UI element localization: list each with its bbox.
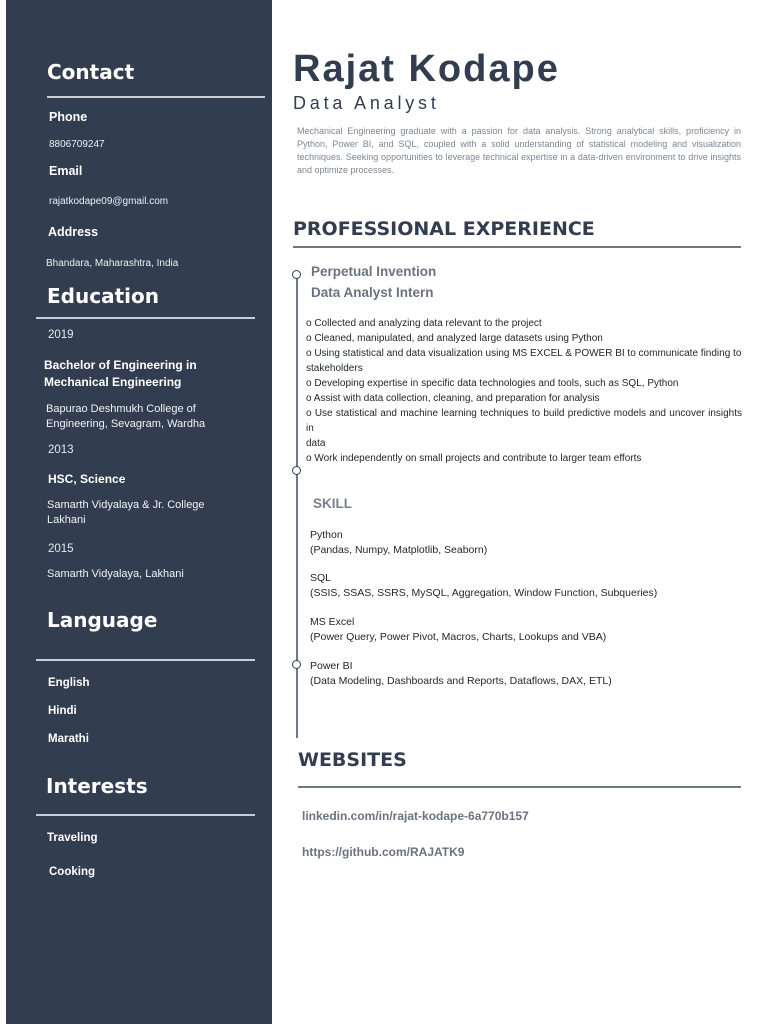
education-heading: Education <box>47 284 159 308</box>
education-year: 2019 <box>48 329 74 341</box>
linkedin-link[interactable]: linkedin.com/in/rajat-kodape-6a770b157 <box>302 809 529 823</box>
skill-heading: SKILL <box>313 496 352 511</box>
candidate-name: Rajat Kodape <box>293 48 560 90</box>
skill-detail: (Power Query, Power Pivot, Macros, Charts, Lookups and VBA) <box>310 631 607 643</box>
contact-heading: Contact <box>47 60 135 84</box>
education-degree-line: Bachelor of Engineering in <box>44 358 197 372</box>
skill-detail: (Data Modeling, Dashboards and Reports, Dataflows, DAX, ETL) <box>310 675 612 687</box>
candidate-role: Data Analyst <box>293 93 440 113</box>
experience-bullet: o Using statistical and data visualization using MS EXCEL & POWER BI to communicate finding to <box>306 348 742 359</box>
email-value[interactable]: rajatkodape09@gmail.com <box>49 196 169 207</box>
language-divider <box>36 659 255 661</box>
experience-bullet: data <box>306 438 326 449</box>
main-content <box>272 0 768 1024</box>
education-school-line: Samarth Vidyalaya & Jr. College <box>47 499 205 511</box>
skill-name: Python <box>310 529 343 541</box>
experience-bullet: o Cleaned, manipulated, and analyzed large datasets using Python <box>306 333 603 344</box>
interests-heading: Interests <box>46 774 148 798</box>
education-divider <box>36 317 255 319</box>
interest-item: Traveling <box>47 832 98 844</box>
language-heading: Language <box>47 608 158 632</box>
experience-heading: PROFESSIONAL EXPERIENCE <box>293 218 595 240</box>
timeline-dot <box>292 270 301 279</box>
language-item: Marathi <box>48 733 89 745</box>
github-link[interactable]: https://github.com/RAJATK9 <box>302 845 465 859</box>
timeline-dot <box>292 660 301 669</box>
language-item: English <box>48 677 90 689</box>
education-year: 2013 <box>48 444 74 456</box>
email-label: Email <box>49 164 83 178</box>
skill-name: MS Excel <box>310 616 355 628</box>
education-school: Samarth Vidyalaya, Lakhani <box>47 568 184 580</box>
profile-summary: Mechanical Engineering graduate with a passion for data analysis. Strong analytical skills, proficiency in Python, Power BI, and SQL, coupled with a solid understanding of statistical modeling and visualization techniques. Seeking opportunities to leverage technical expertise in a data-driven environment to drive insights and optimize processes. <box>297 126 741 175</box>
experience-bullets <box>306 316 742 466</box>
experience-divider <box>293 246 741 248</box>
interests-divider <box>36 814 255 816</box>
address-label: Address <box>48 225 99 239</box>
experience-bullet: o Assist with data collection, cleaning, and preparation for analysis <box>306 393 600 404</box>
education-school-line: Lakhani <box>47 514 86 526</box>
education-year: 2015 <box>48 543 74 555</box>
education-degree-line: Mechanical Engineering <box>44 375 182 389</box>
skill-detail: (SSIS, SSAS, SSRS, MySQL, Aggregation, Window Function, Subqueries) <box>310 587 658 599</box>
experience-company: Perpetual Invention <box>311 264 437 279</box>
phone-value: 8806709247 <box>49 139 105 150</box>
address-value: Bhandara, Maharashtra, India <box>46 258 179 269</box>
education-school-line: Bapurao Deshmukh College of <box>46 403 196 415</box>
education-degree: HSC, Science <box>48 472 126 486</box>
experience-title: Data Analyst Intern <box>311 285 434 300</box>
skill-name: Power BI <box>310 660 353 672</box>
phone-label: Phone <box>49 110 88 124</box>
skill-detail: (Pandas, Numpy, Matplotlib, Seaborn) <box>310 544 488 556</box>
contact-divider <box>47 96 265 98</box>
experience-bullet: o Collected and analyzing data relevant to the project <box>306 318 542 329</box>
websites-heading: WEBSITES <box>298 749 407 771</box>
websites-divider <box>298 786 741 788</box>
experience-bullet: o Developing expertise in specific data technologies and tools, such as SQL, Python <box>306 378 679 389</box>
language-item: Hindi <box>48 705 77 717</box>
education-school-line: Engineering, Sevagram, Wardha <box>46 418 206 430</box>
experience-bullet: o Use statistical and machine learning techniques to build predictive models and uncover insights in <box>306 408 742 434</box>
timeline-dot <box>292 466 301 475</box>
experience-bullet: o Work independently on small projects and contribute to larger team efforts <box>306 453 642 464</box>
sidebar <box>6 0 272 1024</box>
experience-bullet: stakeholders <box>306 363 363 374</box>
skill-name: SQL <box>310 572 332 584</box>
interest-item: Cooking <box>49 866 95 878</box>
